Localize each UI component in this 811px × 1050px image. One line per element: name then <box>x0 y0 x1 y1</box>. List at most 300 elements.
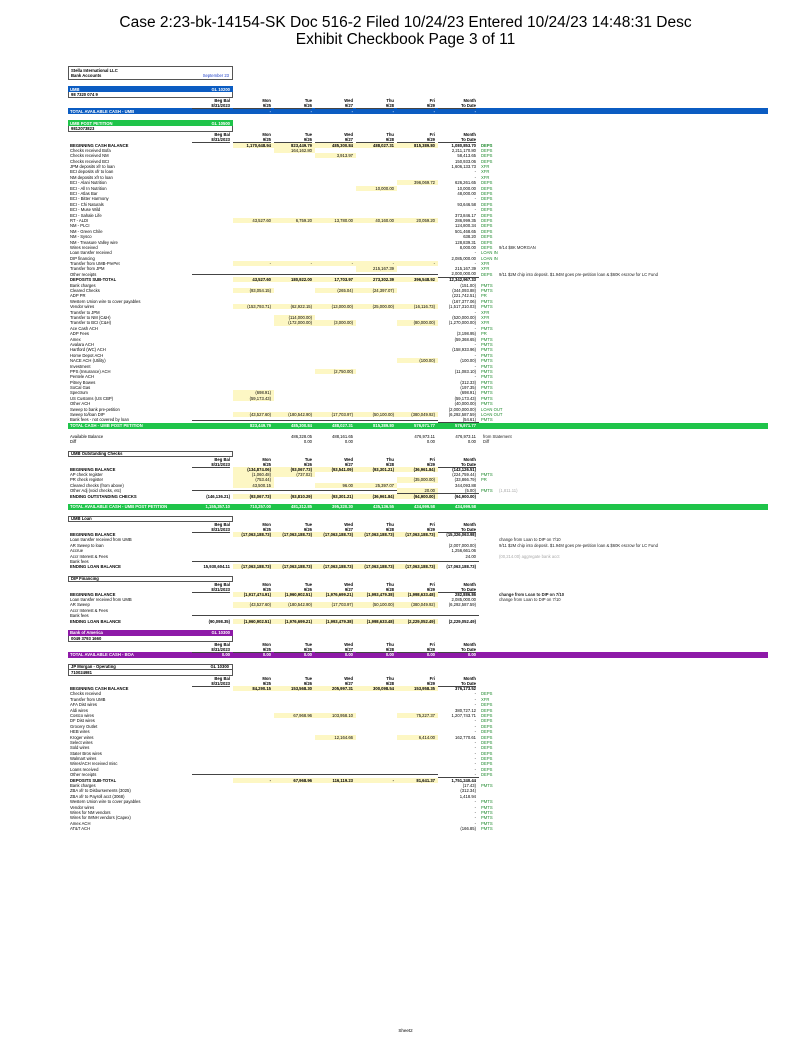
column-header-beg-line2: 8/31/2023 <box>192 103 230 109</box>
row-category-tag: PMTS <box>481 374 493 380</box>
column-header-beg <box>192 642 233 652</box>
boa-total-row <box>68 652 768 658</box>
row-category-tag: XFR <box>481 696 490 702</box>
row-category-tag: PMTS <box>481 783 493 789</box>
row-value: - <box>474 756 476 762</box>
row-label: BEGINNING BALANCE <box>70 531 116 537</box>
row-value: 10,000.00 <box>457 185 476 191</box>
row-label: PPS (Insurance) ACH <box>70 368 111 374</box>
row-value: (6,292,587.59) <box>448 602 476 608</box>
column-header-wed <box>315 132 356 142</box>
column-header-mon-line1: Mon <box>262 456 271 462</box>
row-value: 6,414.00 <box>397 735 438 740</box>
row-category-tag: DEPS <box>481 147 493 153</box>
row-value: - <box>233 261 274 266</box>
umb-title: UMB <box>70 86 80 92</box>
row-value: 8,000.00 <box>459 244 476 250</box>
column-header-tue <box>274 98 315 108</box>
row-value: 43,527.60 <box>233 218 274 223</box>
row-category-tag: DEPS <box>481 729 493 735</box>
column-header-row <box>68 457 768 467</box>
row-value: - <box>438 772 479 778</box>
row-note: 9/11 $2M chip into deposit. $1.94M goes pre-petition loan & $60K escrow for LC Fund <box>499 271 658 277</box>
row-value: (93,067.73) <box>233 494 274 499</box>
umb_post-total-value: 576,971.77 <box>455 423 476 429</box>
row-category-tag: DEPS <box>481 772 493 778</box>
umb_post-avail-value: 486,328.05 <box>291 433 312 439</box>
column-header-beg-line2: 8/31/2023 <box>192 527 230 533</box>
row-value: (312.33) <box>460 379 476 385</box>
column-header-row <box>68 676 768 686</box>
row-label: NM - Green Chile <box>70 228 103 234</box>
row-value: (17,063,188.73) <box>315 532 356 537</box>
column-header-mon-line2: 9/25 <box>233 103 271 109</box>
row-value: (1,917,474.91) <box>233 592 274 597</box>
column-header-mtd-line1: Month <box>463 456 476 462</box>
column-header-thu-line2: 9/28 <box>356 587 394 593</box>
row-label: Bank fees <box>70 558 89 564</box>
row-category-tag: PMTS <box>481 363 493 369</box>
column-header-mon-line2: 9/25 <box>233 527 271 533</box>
column-header-fri-line2: 9/29 <box>397 647 435 653</box>
column-header-mtd-line1: Month <box>463 521 476 527</box>
row-value <box>233 561 274 562</box>
row-value: - <box>474 718 476 724</box>
row-value <box>233 420 274 421</box>
row-value: - <box>397 261 438 266</box>
row-category-tag: PMTS <box>481 282 493 288</box>
row-value: - <box>474 207 476 213</box>
column-header-fri-line2: 9/29 <box>397 681 435 687</box>
boa-gl-code: GL 10300 <box>211 630 230 636</box>
row-value <box>356 420 397 421</box>
row-value: 124,800.34 <box>455 223 476 229</box>
row-value: 15,930,604.11 <box>203 564 230 570</box>
umb-section <box>68 86 768 114</box>
row-category-tag: DEPS <box>481 691 493 697</box>
column-header-beg-line2: 8/31/2023 <box>192 137 230 143</box>
row-category-tag: PMTS <box>481 298 493 304</box>
row-value: (43,527.60) <box>233 602 274 607</box>
column-header-beg-line1: Beg Bal <box>214 675 230 681</box>
row-label: BEGINNING BALANCE <box>70 466 116 472</box>
row-value <box>233 774 274 775</box>
row-label: BEGINNING BALANCE <box>70 591 116 597</box>
row-value: 150,933.06 <box>455 158 476 164</box>
column-header-mtd <box>438 98 479 108</box>
row-value: - <box>474 309 476 315</box>
column-header-beg <box>192 457 233 467</box>
umb_checks-title: UMB Outstanding Checks <box>71 450 123 456</box>
boa-total-value: 0.00 <box>221 652 230 658</box>
boa-total-label: TOTAL AVAILABLE CASH - BOA <box>70 652 134 658</box>
row-label: Checks received NM <box>70 153 109 159</box>
column-header-mtd-line1: Month <box>463 98 476 104</box>
column-header-mtd-line2: To Date <box>438 527 476 533</box>
row-value: - <box>474 696 476 702</box>
column-header-mtd-line2: To Date <box>438 137 476 143</box>
table-row <box>68 619 768 624</box>
boa-total-value: 0.00 <box>344 652 353 658</box>
row-value: (6,292,587.59) <box>448 412 476 418</box>
column-header-thu-line1: Thu <box>386 98 394 104</box>
row-value: 96.00 <box>315 483 356 488</box>
row-value: 380,727.12 <box>455 707 476 713</box>
column-header-thu-line2: 9/28 <box>356 647 394 653</box>
row-value: 12,342,967.33 <box>449 277 476 283</box>
row-value: (753.44) <box>233 477 274 482</box>
row-category-tag: XFR <box>481 266 490 272</box>
column-header-wed-line1: Wed <box>344 675 353 681</box>
column-header-mon-line2: 9/25 <box>233 137 271 143</box>
row-value: 638.20 <box>463 234 476 240</box>
row-value: (93,301.21) <box>356 467 397 472</box>
row-value <box>274 490 315 491</box>
column-header-mtd-line2: To Date <box>438 587 476 593</box>
row-value: (93,301.21) <box>315 494 356 499</box>
column-header-thu <box>356 642 397 652</box>
row-label: Transfer from JPM <box>70 266 105 272</box>
row-value <box>233 615 274 616</box>
row-category-tag: DEPS <box>481 766 493 772</box>
row-category-tag: PMTS <box>481 401 493 407</box>
row-value: (17.43) <box>462 783 476 789</box>
column-header-tue-line2: 9/26 <box>274 527 312 533</box>
row-label: Bank charges <box>70 282 96 288</box>
umb_checks-total-value: 395,320.30 <box>332 504 353 510</box>
row-category-tag: DEPS <box>481 734 493 740</box>
row-value: - <box>233 778 274 783</box>
row-value: (93,541.09) <box>315 467 356 472</box>
column-header-mon-line1: Mon <box>262 98 271 104</box>
row-value <box>356 490 397 491</box>
row-value: - <box>474 174 476 180</box>
column-header-mtd <box>438 522 479 532</box>
row-value: - <box>474 374 476 380</box>
column-header-fri-line1: Fri <box>429 641 435 647</box>
umb_post-total-value: 815,389.80 <box>373 423 394 429</box>
column-header-wed <box>315 642 356 652</box>
column-header-mtd <box>438 582 479 592</box>
table-row <box>68 826 768 831</box>
boa-total-value: 0.00 <box>262 652 271 658</box>
row-value: (16,116.73) <box>397 304 438 309</box>
umb_post-total-value: 488,027.31 <box>332 423 353 429</box>
dip-title: DIP Financing <box>71 575 99 581</box>
jpm-section <box>68 664 768 832</box>
row-value: 1,256,661.06 <box>451 548 476 554</box>
row-label: Checks received Bofa <box>70 147 111 153</box>
column-header-tue-line2: 9/26 <box>274 462 312 468</box>
row-value: 43,527.60 <box>233 277 274 282</box>
row-value <box>192 561 233 562</box>
row-value: - <box>356 261 397 266</box>
column-header-spacer <box>68 98 192 108</box>
row-label: BCI - Sahale Life <box>70 212 102 218</box>
row-value: - <box>474 723 476 729</box>
row-value: (1,960,902.51) <box>233 619 274 624</box>
row-label: ZBA xfr to Disbursements (3025) <box>70 788 131 794</box>
column-header-tue-line1: Tue <box>304 98 312 104</box>
column-header-fri-line1: Fri <box>429 132 435 138</box>
row-label: DEPOSITS SUB-TOTAL <box>70 277 117 283</box>
row-category-tag: DEPS <box>481 201 493 207</box>
column-header-mon-line1: Mon <box>262 521 271 527</box>
row-value: 205,997.31 <box>315 686 356 691</box>
row-value: 17,703.97 <box>315 277 356 282</box>
row-value: (15,326,063.98) <box>446 531 476 537</box>
umb_post-diff-row <box>68 439 768 444</box>
column-header-beg <box>192 132 233 142</box>
column-header-mon <box>233 642 274 652</box>
row-value: 153,958.35 <box>397 686 438 691</box>
row-label: BCI - Bitter Harmony <box>70 196 109 202</box>
column-header-wed-line1: Wed <box>344 132 353 138</box>
row-category-tag: XFR <box>481 169 490 175</box>
umb-total-row <box>68 108 768 114</box>
row-value: (221,742.51) <box>452 293 476 299</box>
row-label: NM - Sysco <box>70 234 92 240</box>
row-category-tag: PMTS <box>481 368 493 374</box>
row-note: change from Loan to DIP on 7/10 <box>499 591 565 597</box>
row-category-tag: PMTS <box>481 417 493 423</box>
row-value: 1,207,743.71 <box>451 712 476 718</box>
row-note: change from Loan to DIP on 7/10 <box>499 537 561 543</box>
row-value <box>315 490 356 491</box>
row-value: - <box>474 691 476 697</box>
umb_post-diff-value: 0.00 <box>426 439 435 445</box>
row-label: Loans received <box>70 766 99 772</box>
row-value: 164,162.80 <box>274 148 315 153</box>
row-value: (94,900.00) <box>397 494 438 499</box>
row-category-tag: DEPS <box>481 196 493 202</box>
row-value: (312.34) <box>460 788 476 794</box>
column-header-thu-line1: Thu <box>386 581 394 587</box>
boa-title: Bank of America <box>70 630 103 636</box>
row-value: (17,063,188.73) <box>274 564 315 569</box>
row-value: (17,063,188.73) <box>233 564 274 569</box>
column-header-beg-line1: Beg Bal <box>214 456 230 462</box>
column-header-mtd-line1: Month <box>463 675 476 681</box>
row-label: Transfer to JPM <box>70 309 100 315</box>
row-value <box>315 274 356 275</box>
row-value <box>233 274 274 275</box>
column-header-thu <box>356 457 397 467</box>
row-category-tag: PMTS <box>481 385 493 391</box>
row-value: (17,063,188.73) <box>233 532 274 537</box>
column-header-tue-line1: Tue <box>304 641 312 647</box>
row-category-tag: DEPS <box>481 712 493 718</box>
row-category-tag: DEPS <box>481 718 493 724</box>
column-header-thu-line1: Thu <box>386 456 394 462</box>
row-note: change from Loan to DIP on 7/10 <box>499 597 561 603</box>
column-header-tue <box>274 457 315 467</box>
row-label: Accr Interest & Fees <box>70 553 108 559</box>
column-header-tue-line2: 9/26 <box>274 681 312 687</box>
row-value: (180,542.90) <box>274 602 315 607</box>
column-header-row <box>68 522 768 532</box>
row-value: 488,027.31 <box>356 143 397 148</box>
row-value: - <box>474 363 476 369</box>
row-value: 282,886.86 <box>455 591 476 597</box>
column-header-beg-line2: 8/31/2023 <box>192 647 230 653</box>
row-label: Wires for IMNH vendors (Capex) <box>70 815 131 821</box>
column-header-fri-line1: Fri <box>429 581 435 587</box>
row-value: (17,703.97) <box>315 412 356 417</box>
column-header-wed-line2: 9/27 <box>315 527 353 533</box>
column-header-beg-line1: Beg Bal <box>214 581 230 587</box>
row-label: Kroger wires <box>70 734 94 740</box>
umb-post-petition-section <box>68 120 768 444</box>
row-value: (172,000.00) <box>274 320 315 325</box>
row-label: Home Depot ACH <box>70 352 104 358</box>
row-category-tag: DEPS <box>481 217 493 223</box>
column-header-fri-line1: Fri <box>429 521 435 527</box>
company-name: Stella International LLC <box>71 68 118 73</box>
row-category-tag: PMTS <box>481 810 493 815</box>
row-category-tag: PR <box>481 331 487 337</box>
column-header-wed <box>315 676 356 686</box>
row-label: ENDING LOAN BALANCE <box>70 618 121 624</box>
column-header-tue-line1: Tue <box>304 581 312 587</box>
row-value: (17,703.97) <box>315 602 356 607</box>
column-header-fri-line2: 9/29 <box>397 587 435 593</box>
column-header-beg-line1: Beg Bal <box>214 641 230 647</box>
row-label: Accr Interest & Fees <box>70 607 108 613</box>
row-label: BCI - Chi Naturals <box>70 201 104 207</box>
column-header-thu-line2: 9/28 <box>356 137 394 143</box>
row-value: (1,976,699.21) <box>274 619 315 624</box>
column-header-beg <box>192 98 233 108</box>
row-value <box>274 561 315 562</box>
row-category-tag: DEPS <box>481 223 493 229</box>
column-header-tue <box>274 522 315 532</box>
row-label: JPM deposits xfr to loan <box>70 164 115 170</box>
row-category-tag: DEPS <box>481 271 493 277</box>
row-value: (100.00) <box>397 358 438 363</box>
column-header-fri-line1: Fri <box>429 456 435 462</box>
row-label: Pitney Bowes <box>70 379 96 385</box>
row-value: (1,960,902.51) <box>274 592 315 597</box>
row-value: (17,063,188.73) <box>356 564 397 569</box>
row-label: Select wires <box>70 739 93 745</box>
dip-financing-section <box>68 576 768 624</box>
row-label: BEGINNING CASH BALANCE <box>70 686 129 692</box>
row-category-tag: PMTS <box>481 488 493 494</box>
row-value <box>397 774 438 775</box>
row-value: 286,999.35 <box>455 217 476 223</box>
row-value: 103,958.10 <box>315 713 356 718</box>
column-header-mon <box>233 98 274 108</box>
column-header-fri <box>397 98 438 108</box>
column-header-fri <box>397 642 438 652</box>
row-value: (1,998,633.48) <box>356 619 397 624</box>
column-header-mtd <box>438 642 479 652</box>
column-header-thu-line2: 9/28 <box>356 103 394 109</box>
row-value: (36,961.84) <box>397 467 438 472</box>
row-value <box>356 274 397 275</box>
row-category-tag: PMTS <box>481 395 493 401</box>
row-value <box>397 615 438 616</box>
row-label: Bank fees <box>70 613 89 619</box>
umb_loan-title: UMB Loan <box>71 516 92 522</box>
row-value: 12,164.66 <box>315 735 356 740</box>
row-value: - <box>356 778 397 783</box>
row-label: ENDING OUTSTANDING CHECKS <box>70 493 137 499</box>
column-header-tue <box>274 676 315 686</box>
row-label: US Customs (US CBP) <box>70 395 114 401</box>
row-category-tag: PMTS <box>481 390 493 396</box>
row-label: DEPOSITS SUB-TOTAL <box>70 777 117 783</box>
row-label: Costco wires <box>70 712 94 718</box>
column-header-thu <box>356 98 397 108</box>
row-value: 1,606,133.73 <box>451 164 476 170</box>
row-value <box>356 774 397 775</box>
row-value: (35,000.00) <box>397 477 438 482</box>
row-value: 2,000,000.00 <box>438 271 479 277</box>
row-value: 43,500.15 <box>233 483 274 488</box>
row-value: - <box>474 250 476 256</box>
column-header-wed-line1: Wed <box>344 98 353 104</box>
column-header-mon-line2: 9/25 <box>233 681 271 687</box>
doc-header-line2: Exhibit Checkbook Page 3 of 11 <box>295 31 516 48</box>
column-header-wed-line1: Wed <box>344 581 353 587</box>
column-header-fri-line2: 9/29 <box>397 137 435 143</box>
row-category-tag: DEPS <box>481 234 493 240</box>
boa-account-number: 0049 3793 1660 <box>68 636 233 642</box>
row-label: AP check register <box>70 471 103 477</box>
umb_checks-total-row <box>68 504 768 510</box>
row-label: Loan transfer received from UMB <box>70 597 132 603</box>
row-value: - <box>474 261 476 267</box>
umb_post-total-value: 823,449.79 <box>250 423 271 429</box>
column-header-tue-line1: Tue <box>304 456 312 462</box>
jpm-account-number: 710024981 <box>68 670 233 676</box>
row-label: Cleared Checks <box>70 288 100 294</box>
umb-outstanding-checks-section <box>68 451 768 510</box>
column-header-thu <box>356 582 397 592</box>
row-label: Transfer to NM (C&H) <box>70 315 111 320</box>
row-label: BEGINNING CASH BALANCE <box>70 142 129 148</box>
column-header-mon <box>233 457 274 467</box>
row-label: Ace Cash ACH <box>70 325 98 331</box>
row-value: 20,059.20 <box>397 218 438 223</box>
row-value: 2,085,000.00 <box>451 597 476 603</box>
umb-total-value: - <box>474 108 476 114</box>
column-header-fri-line2: 9/29 <box>397 462 435 468</box>
row-category-tag: LOAN IN <box>481 250 498 256</box>
row-value: 153,568.30 <box>274 686 315 691</box>
umb_checks-total-value: 710,257.00 <box>250 504 271 510</box>
boa-total-value: 0.00 <box>426 652 435 658</box>
column-header-fri <box>397 522 438 532</box>
column-header-thu-line1: Thu <box>386 521 394 527</box>
row-value: 128,839.31 <box>455 239 476 245</box>
row-category-tag: DEPS <box>481 707 493 713</box>
row-value: - <box>474 325 476 331</box>
row-value: 6,759.20 <box>274 218 315 223</box>
row-value: 48,000.00 <box>457 191 476 197</box>
row-value: - <box>474 820 476 826</box>
row-value: (93,810.29) <box>274 494 315 499</box>
row-value: (94,900.00) <box>454 493 476 499</box>
row-value: (40,000.00) <box>454 401 476 407</box>
row-value: 162,770.61 <box>455 734 476 740</box>
row-value: 823,449.79 <box>274 143 315 148</box>
row-value <box>192 490 233 491</box>
row-value: (43,527.60) <box>233 412 274 417</box>
row-label: Sold wires <box>70 745 90 751</box>
